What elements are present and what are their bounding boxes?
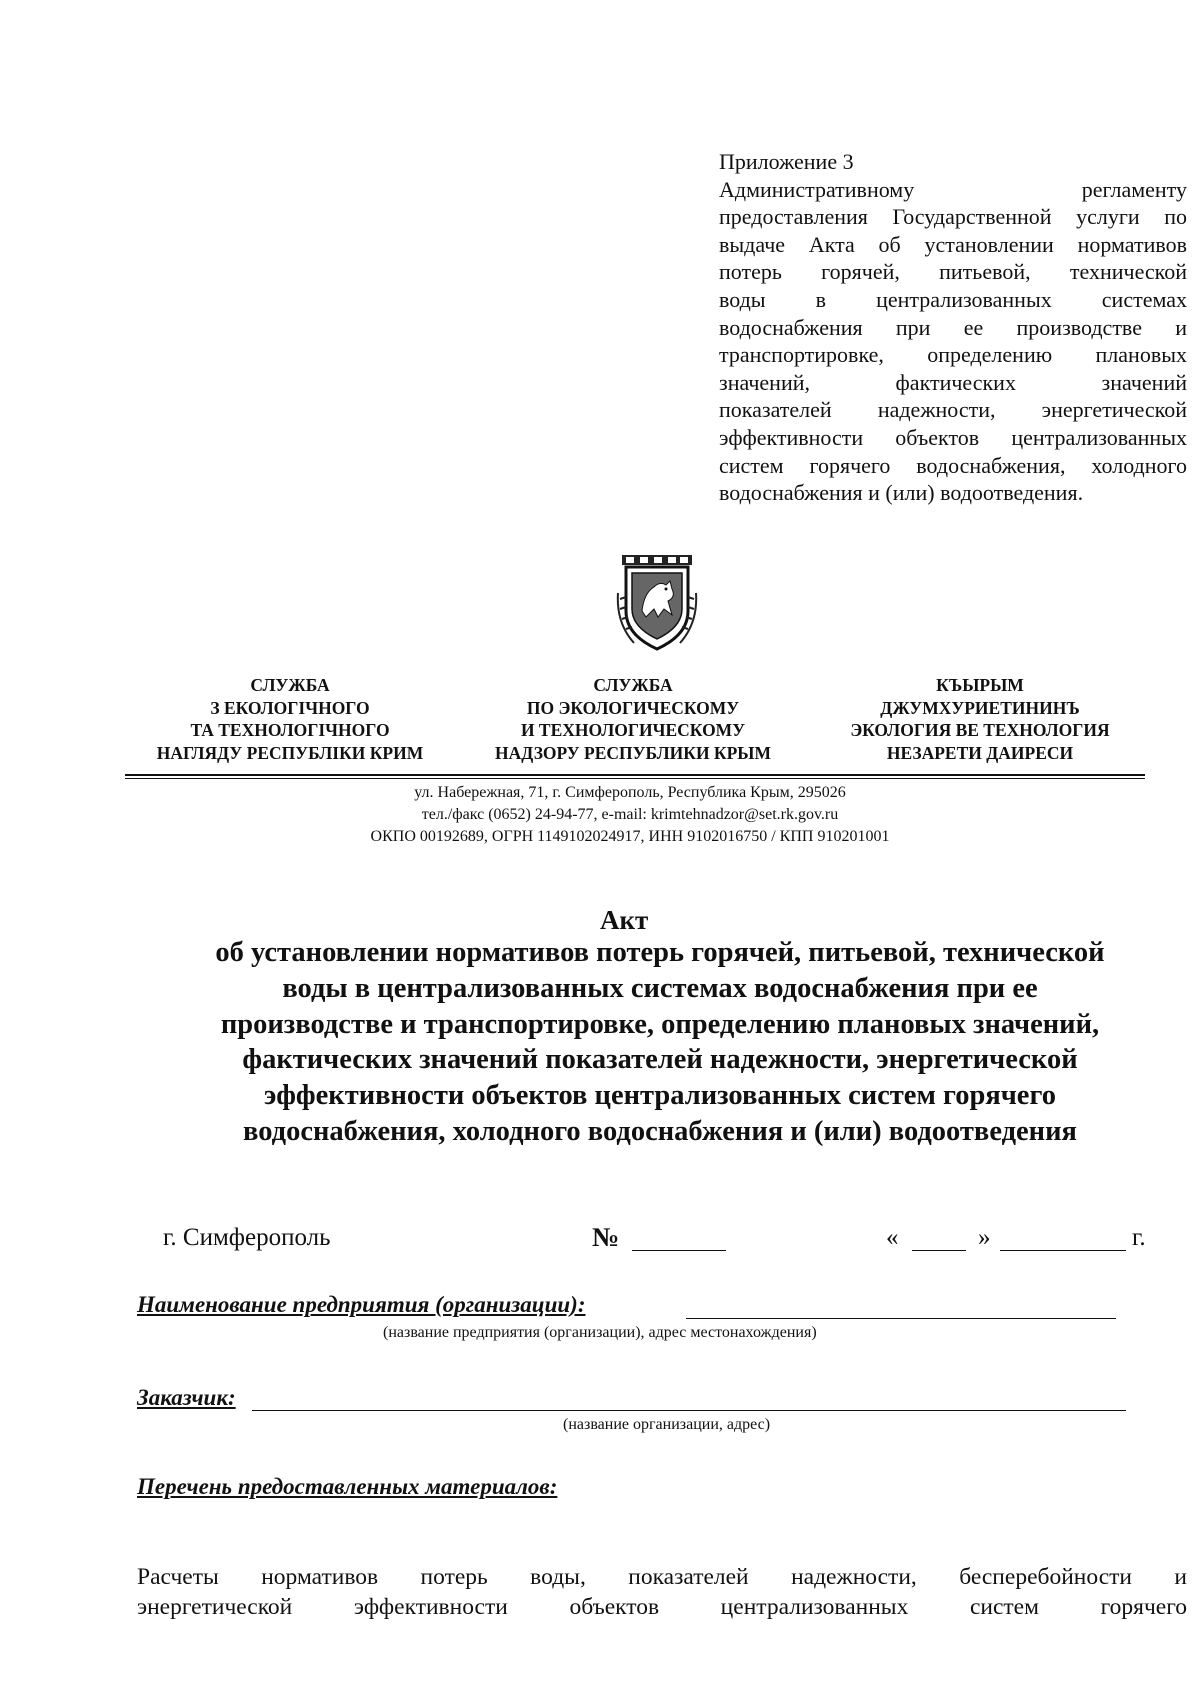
materials-label: Перечень предоставленных материалов: — [137, 1474, 558, 1499]
org-name-ukrainian — [130, 674, 450, 764]
appendix-line: Приложение 3 — [719, 149, 854, 174]
address-block — [200, 782, 1060, 848]
enterprise-input-line[interactable] — [686, 1318, 1116, 1319]
appendix-block — [719, 148, 1187, 507]
appendix-line: водоснабжения и (или) водоотведения. — [719, 480, 1084, 506]
appendix-line: эффективности объектов централизованных — [719, 424, 1187, 450]
appendix-line: систем горячего водоснабжения, холодного — [719, 452, 1187, 478]
act-subtitle-line: производстве и транспортировке, определению плановых значений, — [220, 1008, 1100, 1040]
address-codes: ОКПО 00192689, ОГРН 1149102024917, ИНН 9102016750 / КПП 910201001 — [370, 828, 890, 845]
body-line: Расчеты нормативов потерь воды, показателей надежности, бесперебойности и — [137, 1564, 1187, 1590]
day-blank[interactable] — [912, 1250, 966, 1251]
address-contacts: тел./факс (0652) 24-94-77, e-mail: krimtehnadzor@set.rk.gov.ru — [421, 806, 839, 823]
org-line: ТА ТЕХНОЛОГІЧНОГО — [190, 720, 390, 740]
customer-input-line[interactable] — [252, 1410, 1126, 1411]
appendix-line: выдаче Акта об установлении нормативов — [719, 231, 1187, 257]
act-subtitle-line: фактических значений показателей надежности, энергетической — [242, 1044, 1078, 1076]
act-subtitle-line: водоснабжения, холодного водоснабжения и (или) водоотведения — [243, 1115, 1077, 1147]
number-blank[interactable] — [632, 1250, 726, 1251]
org-line: НАДЗОРУ РЕСПУБЛИКИ КРЫМ — [494, 742, 772, 763]
org-line: КЪЫРЫМ — [936, 675, 1024, 695]
org-line: СЛУЖБА — [250, 675, 330, 695]
customer-label: Заказчик: — [137, 1385, 236, 1410]
appendix-line: значений, фактических значений — [719, 369, 1187, 395]
city: г. Симферополь — [163, 1224, 331, 1251]
act-subtitle-line: об установлении нормативов потерь горячей, питьевой, технической — [215, 937, 1105, 968]
crimea-coat-of-arms-icon — [614, 553, 700, 653]
month-year-blank[interactable] — [1000, 1250, 1126, 1251]
org-line: НЕЗАРЕТИ ДАИРЕСИ — [886, 742, 1074, 763]
appendix-line: потерь горячей, питьевой, технической — [719, 259, 1187, 285]
org-line: НАГЛЯДУ РЕСПУБЛІКИ КРИМ — [156, 742, 424, 763]
appendix-line: предоставления Государственной услуги по — [719, 204, 1187, 230]
org-name-russian — [468, 674, 798, 764]
appendix-line: воды в централизованных системах — [719, 286, 1187, 312]
header-divider-thin — [125, 778, 1145, 779]
customer-hint: (название организации, адрес) — [563, 1416, 771, 1433]
org-line: И ТЕХНОЛОГИЧЕСКОМУ — [520, 720, 746, 740]
act-title: Акт — [600, 905, 649, 935]
act-subtitle — [130, 935, 1190, 1150]
org-line: ДЖУМХУРИЕТИНИНЪ — [880, 697, 1080, 718]
appendix-line: транспортировке, определению плановых — [719, 342, 1187, 368]
enterprise-hint: (название предприятия (организации), адрес местонахождения) — [383, 1324, 817, 1341]
org-line: ПО ЭКОЛОГИЧЕСКОМУ — [526, 697, 740, 718]
address-street: ул. Набережная, 71, г. Симферополь, Республика Крым, 295026 — [414, 784, 846, 801]
date-quote-close: » — [978, 1224, 991, 1251]
org-line: З ЕКОЛОГІЧНОГО — [210, 697, 370, 718]
header-divider — [125, 774, 1145, 776]
org-name-crimean-tatar — [800, 674, 1160, 764]
appendix-line: показателей надежности, энергетической — [719, 397, 1187, 423]
act-subtitle-line: воды в централизованных системах водоснабжения при ее — [282, 972, 1038, 1004]
act-subtitle-line: эффективности объектов централизованных систем горячего — [264, 1080, 1056, 1112]
materials-text — [137, 1562, 1187, 1622]
year-suffix: г. — [1132, 1224, 1146, 1251]
enterprise-label: Наименование предприятия (организации): — [137, 1292, 586, 1317]
org-line: ЭКОЛОГИЯ ВЕ ТЕХНОЛОГИЯ — [850, 720, 1110, 740]
org-line: СЛУЖБА — [593, 675, 673, 695]
body-line: энергетической эффективности объектов централизованных систем горячего — [137, 1594, 1187, 1620]
appendix-line: водоснабжения при ее производстве и — [719, 314, 1187, 340]
number-label: № — [592, 1222, 620, 1252]
appendix-line: Административному регламенту — [719, 176, 1187, 202]
date-quote-open: « — [886, 1224, 899, 1251]
